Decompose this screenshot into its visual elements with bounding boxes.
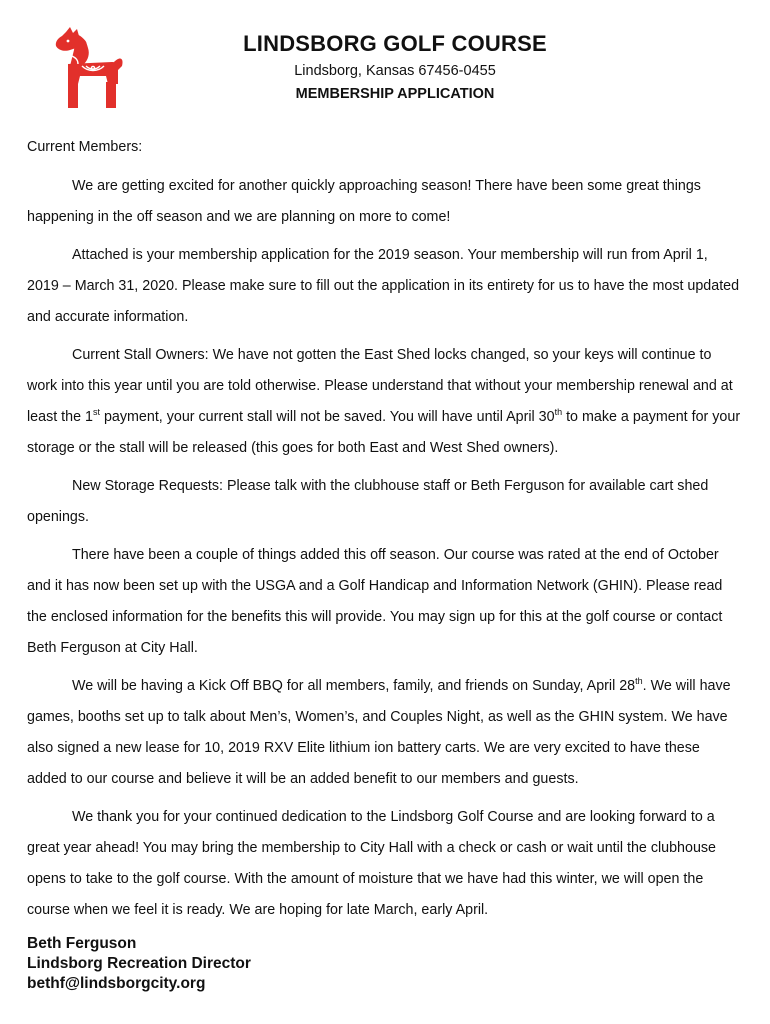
signature-name: Beth Ferguson — [27, 935, 137, 952]
paragraph-kickoff-bbq: We will be having a Kick Off BBQ for all members, family, and friends on Sunday, April 28th. We will have games, booths set up to talk about Men’s, Women’s, and Couples Night, as well as the GHIN system. We have also signed a new lease for 10, 2019 RXV Elite lithium ion battery carts. We are very excited to have these added to our course and believe it will be an added benefit to our members and guests. — [27, 676, 731, 787]
paragraph-closing: We thank you for your continued dedication to the Lindsborg Golf Course and are looking forward to a great year ahead! You may bring the membership to City Hall with a check or cash or wait until the clubhouse opens to take to the golf course. With the amount of moisture that we have had this winter, we will open the course when we feel it is ready. We are hoping for late March, early April. — [27, 809, 717, 918]
address-line: Lindsborg, Kansas 67456-0455 — [294, 63, 496, 79]
form-title: MEMBERSHIP APPLICATION — [295, 86, 495, 102]
paragraph-membership: Attached is your membership application for the 2019 season. Your membership will run from April 1, 2019 – March 31, 2020. Please make sure to fill out the application in its entirety for us to have the most updated and accurate information. — [27, 247, 740, 325]
signature-role: Lindsborg Recreation Director — [27, 955, 251, 972]
paragraph-ghin: There have been a couple of things added this off season. Our course was rated at the end of October and it has now been set up with the USGA and a Golf Handicap and Information Network (GHIN). Please read the enclosed information for the benefits this will provide. You may sign up for this at the golf course or contact Beth Ferguson at City Hall. — [27, 547, 723, 656]
paragraph-stall-owners: Current Stall Owners: We have not gotten the East Shed locks changed, so your keys will continue to work into this year until you are told otherwise. Please understand that without your membership renewal and at least the 1st payment, your current stall will not be saved. You will have until April 30th to make a payment for your storage or the stall will be released (this goes for both East and West Shed owners). — [27, 347, 741, 456]
letter-body — [27, 132, 743, 933]
paragraph-storage-requests: New Storage Requests: Please talk with the clubhouse staff or Beth Ferguson for available cart shed openings. — [27, 478, 709, 525]
paragraph-intro: We are getting excited for another quickly approaching season! There have been some great things happening in the off season and we are planning on more to come! — [27, 178, 701, 225]
document-title: LINDSBORG GOLF COURSE — [243, 31, 547, 56]
signature-block — [27, 934, 251, 994]
signature-email[interactable]: bethf@lindsborgcity.org — [27, 975, 206, 992]
greeting: Current Members: — [27, 139, 143, 155]
